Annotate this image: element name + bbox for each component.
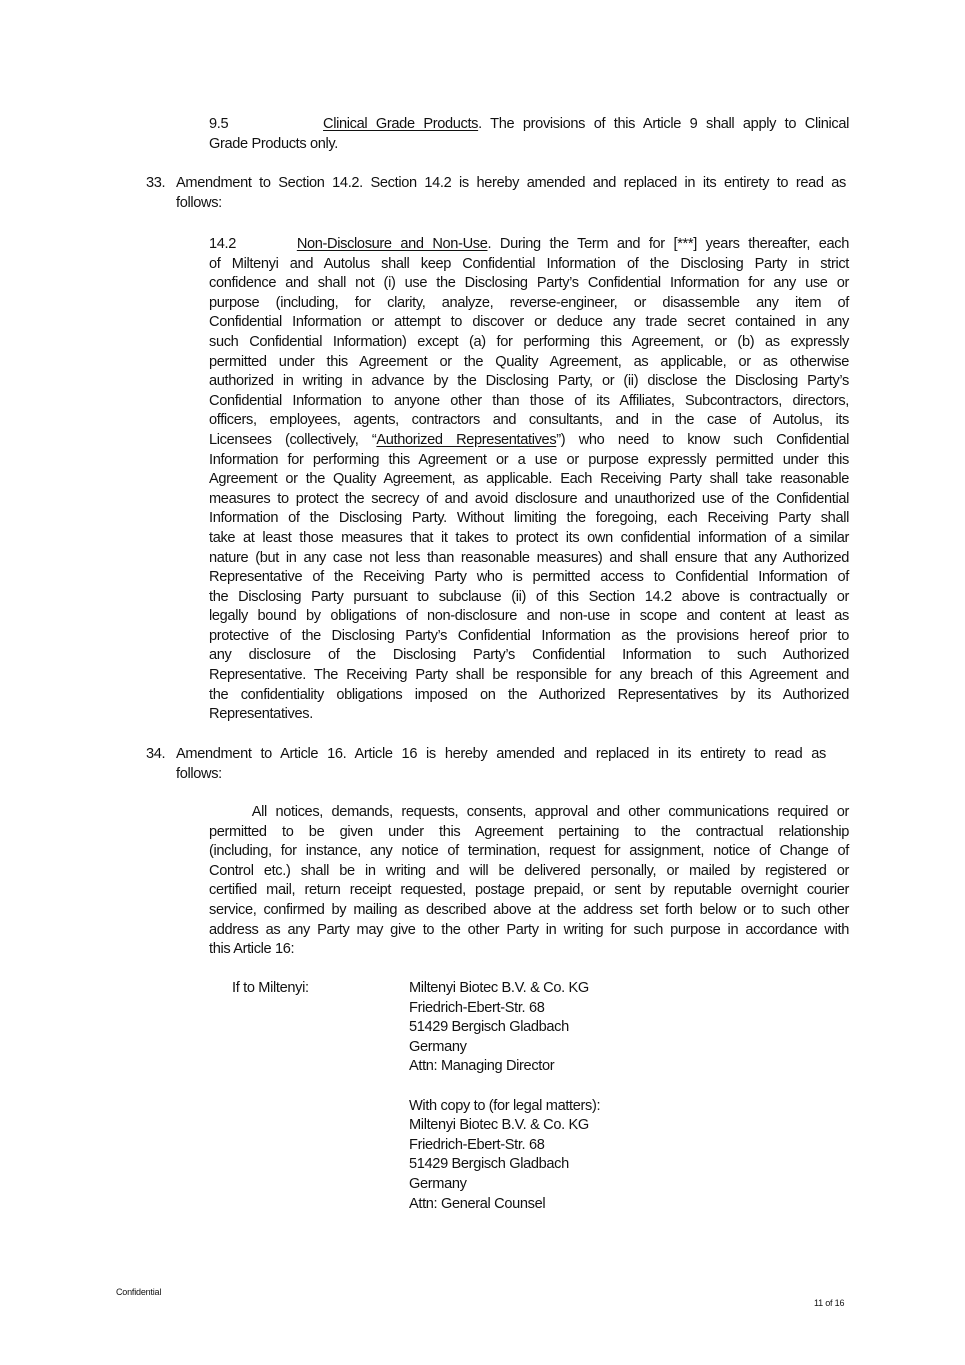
text-line	[209, 235, 849, 255]
text-segment: any disclosure of the Disclosing Party’s Confidential Information to such Authorized	[209, 647, 849, 664]
text-segment: address as any Party may give to the other Party in writing for such purpose in accordance with	[209, 921, 849, 938]
text-line	[209, 392, 849, 412]
section-14-2	[209, 235, 849, 725]
text-segment: Amendment to Article 16. Article 16 is hereby amended and replaced in its entirety to read as	[176, 746, 826, 762]
text-segment: (including, for instance, any notice of termination, request for assignment, notice of Change of	[209, 843, 849, 860]
text-line	[209, 274, 849, 294]
section-9-5	[209, 115, 849, 154]
text-segment: certified mail, return receipt requested, postage prepaid, or sent by reputable overnight courier	[209, 882, 849, 899]
item-34-number: 34.	[146, 746, 166, 762]
text-segment: . During the Term and for [***] years thereafter, each	[487, 236, 850, 252]
article-16-notices	[209, 803, 849, 960]
text-line	[209, 705, 849, 725]
address-line: With copy to (for legal matters):	[409, 1097, 601, 1114]
text-line	[209, 686, 849, 706]
text-line	[209, 588, 849, 608]
text-line	[209, 451, 849, 471]
text-segment: this Article 16:	[209, 941, 295, 958]
text-segment: nature (but in any case not less than reasonable measures) and shall ensure that any Authorized	[209, 549, 849, 566]
text-segment: permitted to be given under this Agreement pertaining to the contractual relationship	[209, 823, 849, 840]
text-segment: Amendment to Section 14.2. Section 14.2 is hereby amended and replaced in its entirety to read as	[176, 175, 846, 191]
text-segment: protective of the Disclosing Party’s Confidential Information as the provisions hereof prior to	[209, 627, 849, 644]
item-33-text	[176, 174, 846, 213]
text-line	[209, 353, 849, 373]
text-segment: Control etc.) shall be in writing and will be delivered personally, or mailed by registered or	[209, 862, 849, 879]
text-segment: measures to protect the secrecy of and avoid disclosure and unauthorized use of the Confidential	[209, 490, 849, 507]
text-line	[209, 901, 849, 921]
text-segment: the confidentiality obligations imposed on the Authorized Representatives by its Authorized	[209, 686, 849, 703]
defined-term: Non-Disclosure and Non-Use	[296, 236, 488, 252]
text-line	[209, 294, 849, 314]
text-segment: Confidential Information or attempt to discover or deduce any trade secret contained in any	[209, 314, 849, 331]
text-segment: legally bound by obligations of non-disclosure and non-use in scope and content at least as	[209, 608, 849, 625]
text-segment: Information of the Disclosing Party. Without limiting the foregoing, each Receiving Party shall	[209, 510, 849, 527]
text-line	[209, 568, 849, 588]
defined-term: Clinical Grade Products	[323, 116, 479, 132]
address-line: Friedrich-Ebert-Str. 68	[409, 1136, 545, 1153]
text-line	[209, 431, 849, 451]
text-line	[209, 842, 849, 862]
address-line	[409, 1077, 809, 1097]
text-line	[209, 823, 849, 843]
text-line	[176, 194, 846, 214]
address-line: Germany	[409, 1038, 467, 1055]
address-line: Attn: Managing Director	[409, 1058, 555, 1075]
text-line	[176, 174, 846, 194]
text-segment: follows:	[176, 194, 222, 211]
text-segment: Information for performing this Agreement or a use or purpose expressly permitted under this	[209, 451, 849, 468]
text-segment: permitted under this Agreement or the Quality Agreement, as applicable, or as otherwise	[209, 353, 849, 370]
address-line: Miltenyi Biotec B.V. & Co. KG	[409, 1117, 589, 1134]
text-segment: Grade Products only.	[209, 135, 339, 152]
text-line	[209, 666, 849, 686]
text-line	[209, 940, 849, 960]
text-segment: confidence and shall not (i) use the Disclosing Party’s Confidential Information for any use or	[209, 275, 849, 292]
text-segment: . The provisions of this Article 9 shall apply to Clinical	[478, 116, 849, 132]
address-label: If to Miltenyi:	[232, 980, 309, 996]
address-line: 51429 Bergisch Gladbach	[409, 1019, 569, 1036]
footer-page-number: 11 of 16	[814, 1298, 845, 1308]
text-line	[209, 313, 849, 333]
miltenyi-address	[409, 979, 809, 1214]
text-line	[209, 490, 849, 510]
text-line	[209, 921, 849, 941]
text-segment: Representatives.	[209, 706, 313, 723]
text-line	[176, 765, 826, 785]
item-34-text	[176, 745, 826, 784]
text-segment: such Confidential Information) except (a) for performing this Agreement, or (b) as expressly	[209, 333, 849, 350]
defined-term: Authorized Representatives	[376, 431, 557, 448]
text-line	[176, 745, 826, 765]
text-line	[209, 135, 849, 155]
footer-confidential: Confidential	[116, 1287, 162, 1297]
text-line	[209, 881, 849, 901]
text-segment: 9.5	[209, 116, 324, 132]
text-line	[209, 255, 849, 275]
text-segment: Confidential Information to anyone other than those of its Affiliates, Subcontractors, directors,	[209, 392, 849, 409]
text-line	[209, 411, 849, 431]
text-line	[209, 646, 849, 666]
text-line	[209, 372, 849, 392]
address-line: Attn: General Counsel	[409, 1195, 546, 1212]
text-line	[209, 862, 849, 882]
text-segment: Licensees (collectively, “	[209, 431, 377, 448]
item-33-number: 33.	[146, 175, 166, 191]
text-segment: 14.2	[209, 236, 297, 252]
address-line: Friedrich-Ebert-Str. 68	[409, 999, 545, 1016]
text-segment: Agreement or the Quality Agreement, as applicable. Each Receiving Party shall take reasonable	[209, 471, 849, 488]
text-segment: officers, employees, agents, contractors and consultants, and in the case of Autolus, its	[209, 412, 849, 429]
text-line	[209, 509, 849, 529]
text-segment: follows:	[176, 765, 222, 782]
text-segment: of Miltenyi and Autolus shall keep Confidential Information of the Disclosing Party in strict	[209, 255, 849, 272]
address-line: Miltenyi Biotec B.V. & Co. KG	[409, 980, 589, 996]
text-line	[209, 803, 849, 823]
text-line	[209, 333, 849, 353]
text-segment: ”) who need to know such Confidential	[556, 431, 849, 448]
text-segment: Representative. The Receiving Party shall be responsible for any breach of this Agreement and	[209, 667, 849, 684]
text-segment: All notices, demands, requests, consents, approval and other communications required or	[209, 804, 849, 820]
address-line: 51429 Bergisch Gladbach	[409, 1156, 569, 1173]
text-segment: the Disclosing Party pursuant to subclause (ii) of this Section 14.2 above is contractually or	[209, 588, 849, 605]
text-line	[209, 529, 849, 549]
text-segment: take at least those measures that it takes to protect its own confidential information of a similar	[209, 529, 849, 546]
text-segment: authorized in writing in advance by the Disclosing Party, or (ii) disclose the Disclosing Party’s	[209, 373, 849, 390]
text-segment: Representative of the Receiving Party who is permitted access to Confidential Information of	[209, 569, 849, 586]
text-line	[209, 607, 849, 627]
text-segment: service, confirmed by mailing as described above at the address set forth below or to such other	[209, 901, 849, 918]
text-line	[209, 549, 849, 569]
text-segment: purpose (including, for clarity, analyze, reverse-engineer, or disassemble any item of	[209, 294, 849, 311]
text-line	[209, 115, 849, 135]
text-line	[209, 470, 849, 490]
text-line	[209, 627, 849, 647]
address-line: Germany	[409, 1175, 467, 1192]
